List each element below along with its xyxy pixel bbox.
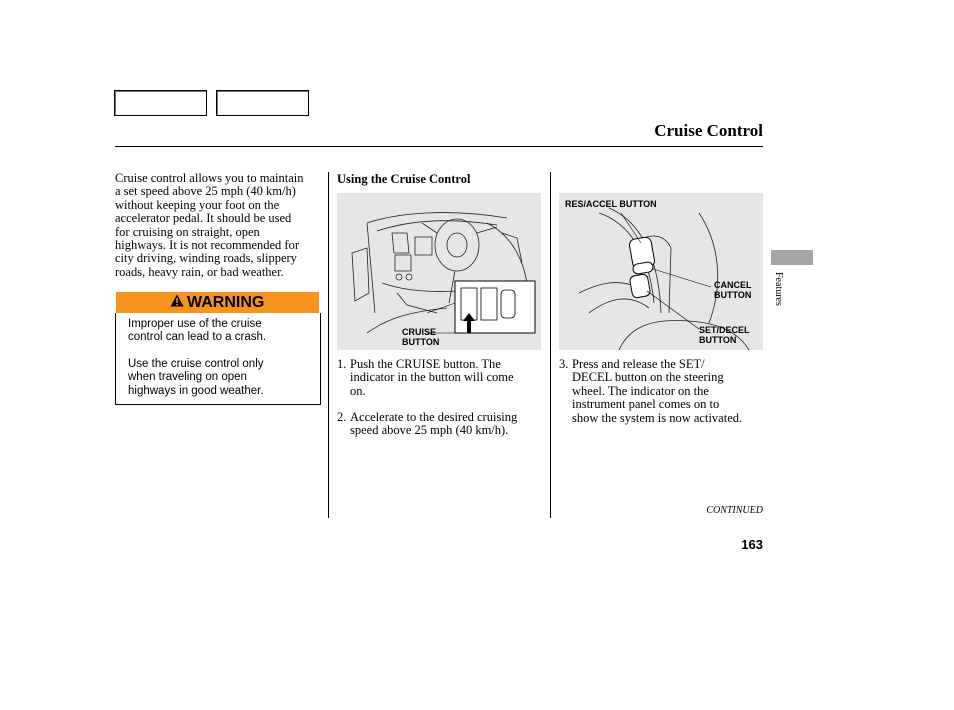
warning-heading-text: WARNING — [187, 293, 265, 311]
warning-line: highways in good weather. — [128, 384, 264, 397]
step-number: 2. — [337, 410, 347, 424]
step-number: 3. — [559, 357, 569, 371]
warning-paragraph-1 — [128, 318, 314, 345]
step-line: speed above 25 mph (40 km/h). — [350, 423, 509, 438]
warning-paragraph-2 — [128, 358, 314, 398]
cruise-button-label — [402, 327, 439, 347]
step-1 — [337, 358, 547, 398]
intro-line: for cruising on straight, open — [115, 224, 260, 239]
warning-line: Improper use of the cruise — [128, 318, 262, 330]
warning-line: Use the cruise control only — [128, 358, 264, 370]
set-decel-label-line: BUTTON — [699, 335, 737, 345]
cruise-button-label-line: BUTTON — [402, 337, 440, 347]
cancel-label-line: BUTTON — [714, 290, 752, 300]
side-tab-label: Features — [773, 272, 784, 306]
title-rule — [115, 146, 763, 147]
continued-label: CONTINUED — [706, 505, 763, 516]
step-line: on. — [350, 383, 366, 398]
page-title: Cruise Control — [654, 121, 763, 140]
intro-line: a set speed above 25 mph (40 km/h) — [115, 184, 296, 199]
step-2 — [337, 411, 547, 438]
nav-box-left — [114, 90, 207, 116]
step-line: Push the CRUISE button. The — [350, 357, 501, 371]
nav-box-right — [216, 90, 309, 116]
set-decel-button-label — [699, 325, 750, 345]
section-side-tab — [771, 250, 813, 265]
step-line: indicator in the button will come — [350, 370, 514, 385]
set-decel-label-line: SET/DECEL — [699, 325, 750, 335]
warning-line: when traveling on open — [128, 371, 247, 384]
step-number: 1. — [337, 357, 347, 371]
step-line: wheel. The indicator on the — [572, 383, 709, 398]
step-line: Press and release the SET/ — [572, 357, 705, 371]
intro-paragraph — [115, 172, 325, 279]
intro-line: Cruise control allows you to maintain — [115, 171, 304, 185]
step-line: Accelerate to the desired cruising — [350, 410, 518, 424]
step-3 — [559, 358, 764, 425]
step-line: show the system is now activated. — [572, 410, 743, 425]
intro-line: roads, heavy rain, or bad weather. — [115, 264, 284, 279]
intro-line: city driving, winding roads, slippery — [115, 251, 297, 266]
cancel-button-label — [714, 280, 752, 300]
intro-line: accelerator pedal. It should be used — [115, 211, 292, 226]
cancel-label-line: CANCEL — [714, 280, 752, 290]
step-line: DECEL button on the steering — [572, 370, 724, 385]
warning-heading — [116, 292, 319, 313]
column-divider-2 — [550, 172, 551, 518]
column-divider-1 — [328, 172, 329, 518]
res-accel-button-label: RES/ACCEL BUTTON — [565, 199, 657, 209]
intro-line: highways. It is not recommended for — [115, 238, 299, 253]
step-line: instrument panel comes on to — [572, 397, 720, 412]
cruise-button-label-line: CRUISE — [402, 327, 437, 337]
warning-triangle-icon — [170, 294, 184, 312]
page-number: 163 — [741, 537, 763, 552]
section-heading: Using the Cruise Control — [337, 172, 471, 186]
intro-line: without keeping your foot on the — [115, 197, 280, 212]
warning-line: control can lead to a crash. — [128, 331, 267, 344]
